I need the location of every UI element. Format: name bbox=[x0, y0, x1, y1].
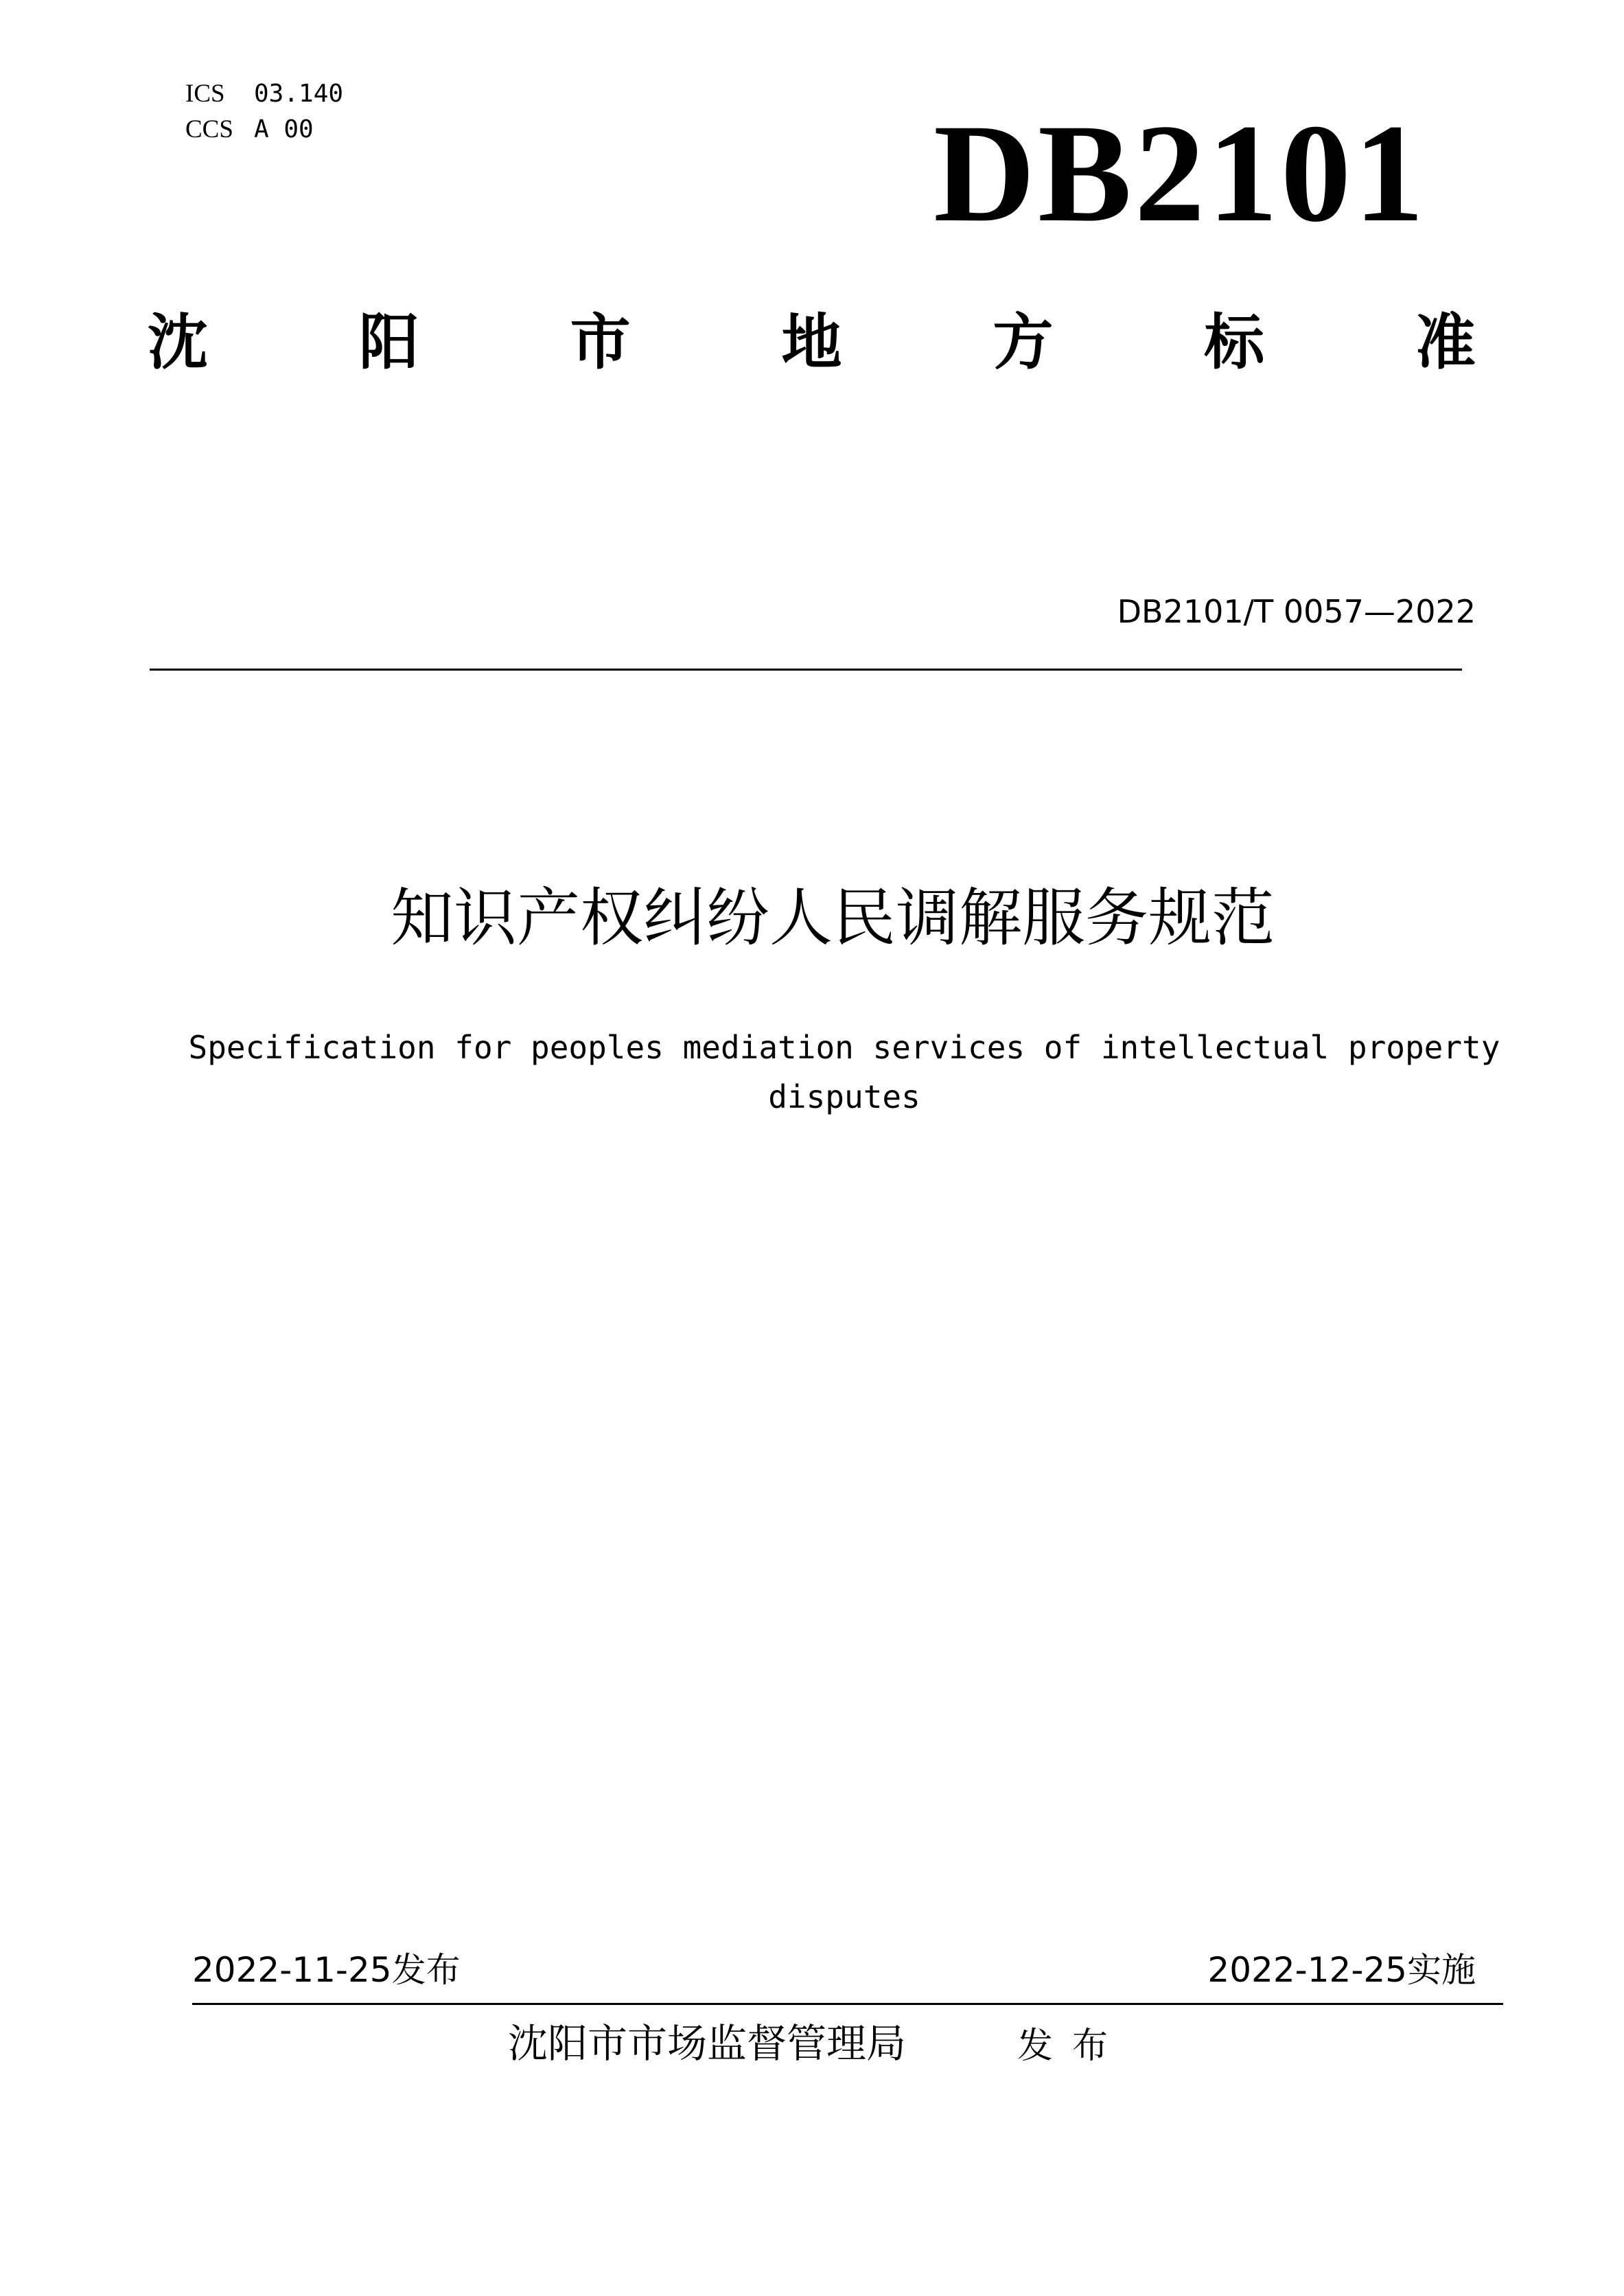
standard-mark: DB2101 bbox=[933, 95, 1427, 251]
effective-date-block bbox=[1207, 1950, 1476, 1990]
standard-number: DB2101/T 0057—2022 bbox=[1117, 593, 1476, 630]
issuer-name: 沈阳市市场监督管理局 bbox=[508, 2020, 907, 2067]
bottom-divider bbox=[192, 2003, 1503, 2005]
ccs-value: A 00 bbox=[254, 115, 314, 143]
effective-date: 2022-12-25 bbox=[1207, 1950, 1407, 1990]
category-char: 阳 bbox=[358, 307, 419, 378]
title-chinese: 知识产权纠纷人民调解服务规范 bbox=[390, 881, 1275, 955]
issue-date-block bbox=[192, 1950, 461, 1990]
issue-date: 2022-11-25 bbox=[192, 1950, 392, 1990]
issue-label: 发布 bbox=[391, 1950, 461, 1990]
top-divider bbox=[150, 669, 1462, 671]
title-english bbox=[158, 1023, 1531, 1122]
category-char: 标 bbox=[1204, 307, 1265, 378]
title-english-line-2: disputes bbox=[768, 1078, 920, 1115]
title-english-line-1: Specification for peoples mediation services of intellectual property bbox=[188, 1029, 1500, 1066]
effective-label: 实施 bbox=[1407, 1950, 1476, 1990]
category-char: 市 bbox=[570, 307, 631, 378]
ics-code bbox=[185, 81, 343, 106]
ics-value: 03.140 bbox=[254, 80, 344, 108]
category-char: 准 bbox=[1415, 307, 1476, 378]
ics-label: ICS bbox=[185, 80, 225, 108]
standard-category-title bbox=[148, 307, 1476, 378]
issuer-action: 发布 bbox=[1017, 2026, 1128, 2067]
ccs-code bbox=[185, 117, 314, 142]
category-char: 方 bbox=[993, 307, 1054, 378]
ccs-label: CCS bbox=[185, 115, 233, 143]
category-char: 沈 bbox=[148, 307, 209, 378]
category-char: 地 bbox=[781, 307, 842, 378]
